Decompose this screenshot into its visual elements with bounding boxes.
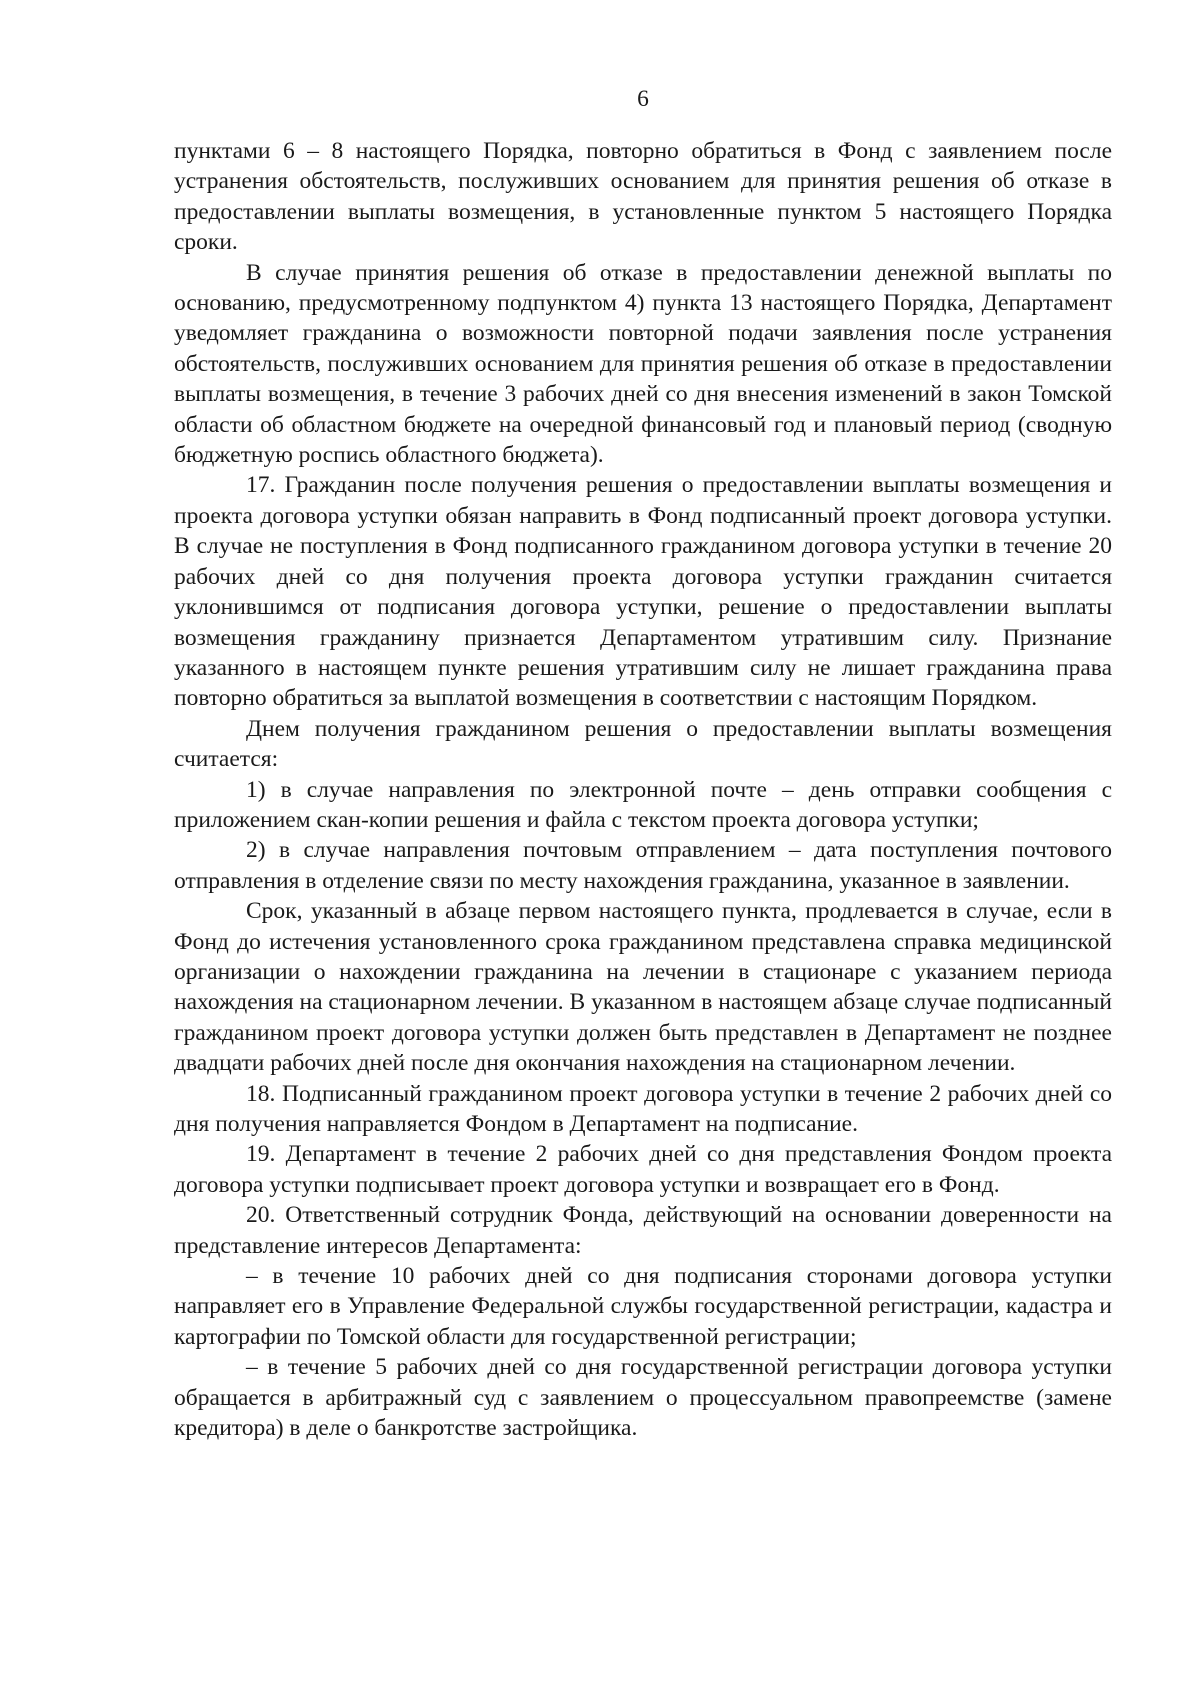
paragraph-subitem-1: 1) в случае направления по электронной почте – день отправки сообщения с приложением скан-копии решения и файла с текстом проекта договора уступки; [174,776,1112,833]
paragraph-refusal-notice: В случае принятия решения об отказе в предоставлении денежной выплаты по основанию, предусмотренному подпунктом 4) пункта 13 настоящего Порядка, Департамент уведомляет гражданина о возможности повторной подачи заявления после устранения обстоятельств, послуживших основанием для принятия решения об отказе в предоставлении выплаты возмещения, в течение 3 рабочих дней со дня внесения изменений в закон Томской области об областном бюджете на очередной финансовый год и плановый период (сводную бюджетную роспись областного бюджета). [174,259,1112,469]
paragraph-receipt-date: Днем получения гражданином решения о предоставлении выплаты возмещения считается: [174,715,1112,773]
document-body [174,136,1112,1443]
paragraph-item-20-dash-1: – в течение 10 рабочих дней со дня подписания сторонами договора уступки направляет его в Управление Федеральной службы государственной регистрации, кадастра и картографии по Томской области для государственной регистрации; [174,1263,1112,1350]
paragraph-item-18: 18. Подписанный гражданином проект договора уступки в течение 2 рабочих дней со дня получения направляется Фондом в Департамент на подписание. [174,1080,1112,1137]
paragraph-term-extension: Срок, указанный в абзаце первом настоящего пункта, продлевается в случае, если в Фонд до истечения установленного срока гражданином представлена справка медицинской организации о нахождении гражданина на лечении в стационаре с указанием периода нахождения на стационарном лечении. В указанном в настоящем абзаце случае подписанный гражданином проект договора уступки должен быть представлен в Департамент не позднее двадцати рабочих дней после дня окончания нахождения на стационарном лечении. [174,898,1112,1077]
page-number: 6 [637,86,649,112]
paragraph-item-19: 19. Департамент в течение 2 рабочих дней со дня представления Фондом проекта договора уступки подписывает проект договора уступки и возвращает его в Фонд. [174,1141,1112,1198]
paragraph-continuation: пунктами 6 – 8 настоящего Порядка, повторно обратиться в Фонд с заявлением после устранения обстоятельств, послуживших основанием для принятия решения об отказе в предоставлении выплаты возмещения, в установленные пунктом 5 настоящего Порядка сроки. [174,138,1112,256]
paragraph-subitem-2: 2) в случае направления почтовым отправлением – дата поступления почтового отправления в отделение связи по месту нахождения гражданина, указанное в заявлении. [174,837,1112,894]
paragraph-item-20-dash-2: – в течение 5 рабочих дней со дня государственной регистрации договора уступки обращается в арбитражный суд с заявлением о процессуальном правопреемстве (замене кредитора) в деле о банкротстве застройщика. [174,1354,1112,1442]
paragraph-item-20: 20. Ответственный сотрудник Фонда, действующий на основании доверенности на представление интересов Департамента: [174,1202,1112,1259]
paragraph-item-17: 17. Гражданин после получения решения о предоставлении выплаты возмещения и проекта договора уступки обязан направить в Фонд подписанный проект договора уступки. В случае не поступления в Фонд подписанного гражданином договора уступки в течение 20 рабочих дней со дня получения проекта договора уступки гражданин считается уклонившимся от подписания договора уступки, решение о предоставлении выплаты возмещения гражданину признается Департаментом утратившим силу. Признание указанного в настоящем пункте решения утратившим силу не лишает гражданина права повторно обратиться за выплатой возмещения в соответствии с настоящим Порядком. [174,472,1112,712]
